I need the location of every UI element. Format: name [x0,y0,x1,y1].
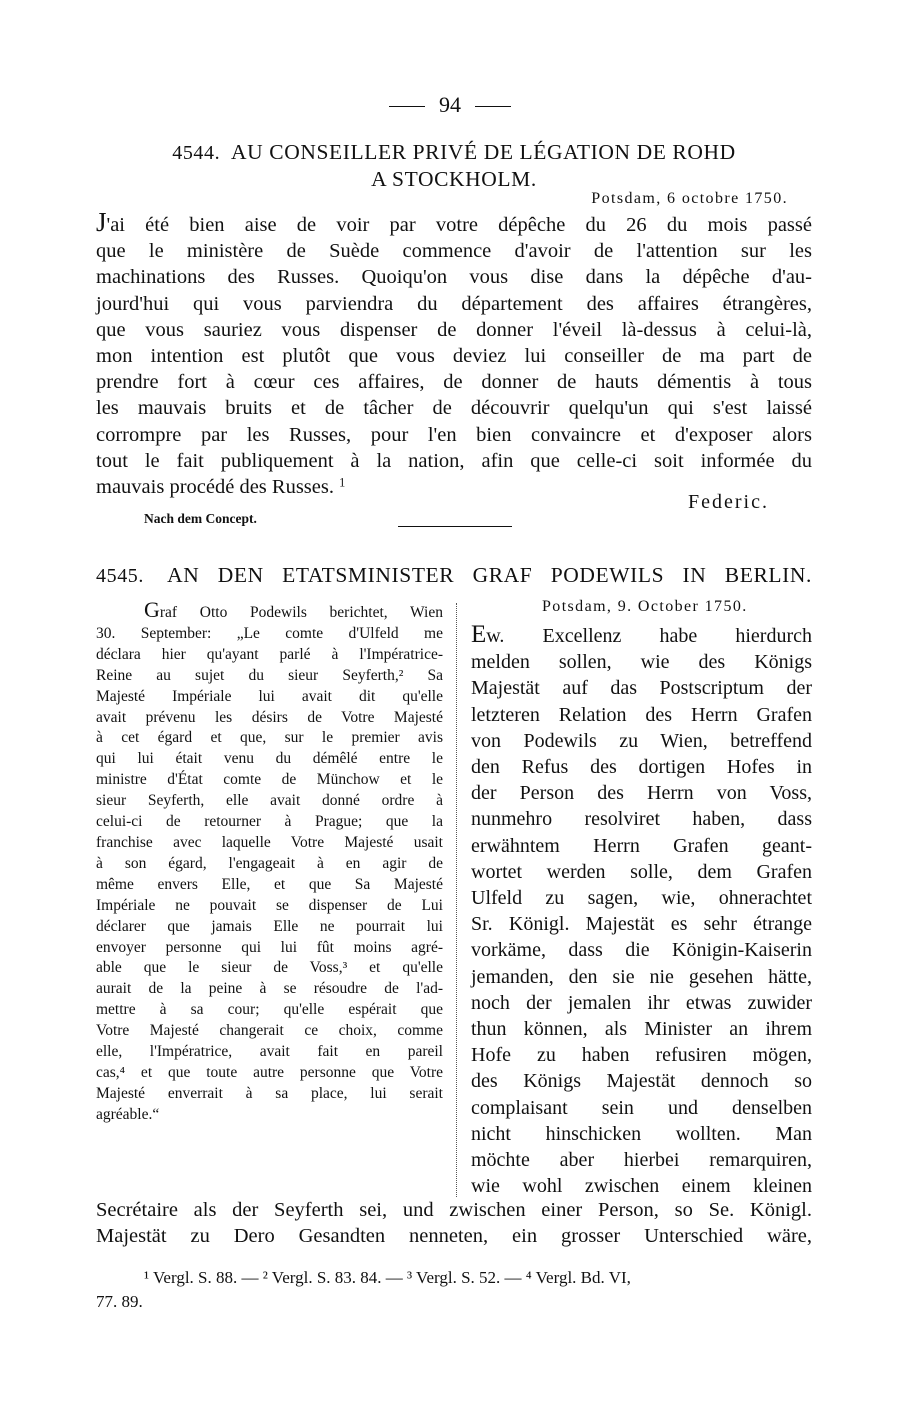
summary-line: aurait de la peine à se résoudre de l'ad- [96,980,443,998]
summary-line: mettre à sa cour; qu'elle espérait que [96,1001,443,1019]
letter-4544-body [96,209,812,500]
body-line: Ulfeld zu sagen, wie, ohnerachtet [471,887,812,910]
summary-line: celui-ci de retourner à Prague; que la [96,813,443,831]
body-line: complaisant sein und denselben [471,1096,812,1119]
column-divider [456,603,457,1197]
summary-line-text: raf Otto Podewils berichtet, Wien [159,604,443,621]
body-line: wortet werden solle, dem Grafen [471,860,812,883]
summary-line [96,597,443,624]
letter-4545-body-continued [96,1197,812,1249]
body-line-text: 'ai été bien aise de voir par votre dépêche du 26 du mois passé [106,214,812,236]
summary-line: déclara hier qu'ayant parlé à l'Impératrice- [96,645,443,663]
body-line: möchte aber hierbei remarquiren, [471,1149,812,1172]
body-line: tout le fait publiquement à la nation, afin que celle-ci soit informée du [96,449,812,472]
summary-line: Reine au sujet du sieur Seyferth,² Sa [96,666,443,684]
body-line: Sr. Königl. Majestät es sehr étrange [471,913,812,936]
summary-line: franchise avec laquelle Votre Majesté usait [96,833,443,851]
body-line: letzteren Relation des Herrn Grafen [471,703,812,726]
letter-title-line2: A STOCKHOLM. [371,167,537,191]
letter-number: 4545. [96,565,144,587]
source-note: Nach dem Concept. [144,511,257,526]
page-number-header [0,92,900,118]
summary-line: avait prévenu les désirs de Votre Majesté [96,708,443,726]
footnotes [96,1266,812,1314]
body-line: den Refus des dortigen Hofes in [471,756,812,779]
body-line: nicht hinschicken wollten. Man [471,1122,812,1145]
summary-line: cas,⁴ et que toute autre personne que Votre [96,1063,443,1081]
body-line: nunmehro resolviret haben, dass [471,808,812,831]
body-line: prendre fort à cœur ces affaires, de donner de hauts démentis à tous [96,371,812,394]
summary-line: Majesté enverrait à sa place, lui serait [96,1084,443,1102]
footnote-line: 77. 89. [96,1292,143,1311]
left-dash [389,106,425,107]
report-summary-column [96,597,443,1126]
summary-line: 30. September: „Le comte d'Ulfeld me [96,624,443,642]
body-line: corrompre par les Russes, pour l'en bien convaincre et d'exposer alors [96,423,812,446]
summary-line: à cet égard et que, sur le premier avis [96,729,443,747]
summary-line: Votre Majesté changerait ce choix, comme [96,1022,443,1040]
summary-line: sieur Seyferth, elle avait donné ordre à [96,792,443,810]
footnote-ref: 1 [339,475,346,490]
letter-4545-body-column [471,622,812,1199]
body-line: vorkäme, dass die Königin-Kaiserin [471,939,812,962]
body-line: der Person des Herrn von Voss, [471,782,812,805]
body-line: Majestät auf das Postscriptum der [471,677,812,700]
drop-cap: E [471,621,487,648]
body-line [471,622,812,649]
body-line: jourd'hui qui vous parviendra du département des affaires étrangères, [96,292,812,315]
letter-4544-heading [96,139,812,192]
body-line: des Königs Majestät dennoch so [471,1070,812,1093]
body-line [96,209,812,238]
body-line: thun können, als Minister an ihrem [471,1018,812,1041]
summary-line: même envers Elle, et que Sa Majesté [96,875,443,893]
summary-line: qui lui était venu du démêlé entre le [96,750,443,768]
page-number: 94 [439,92,461,117]
body-line-text: w. Excellenz habe hierdurch [486,625,812,647]
body-line: les mauvais bruits et de tâcher de découvrir quelqu'un qui s'est laissé [96,397,812,420]
body-line: noch der jemalen ihr etwas zuwider [471,991,812,1014]
summary-line: elle, l'Impératrice, avait fait en pareil [96,1043,443,1061]
letter-number: 4544. [172,142,221,164]
drop-cap: J [96,207,107,237]
body-line-text: mauvais procédé des Russes. [96,476,334,499]
summary-line: Majesté Impériale lui avait dit qu'elle [96,687,443,705]
body-line: Secrétaire als der Seyferth sei, und zwischen einer Person, so Se. Königl. [96,1199,812,1221]
signature: Federic. [688,491,769,513]
summary-line: agréable.“ [96,1105,160,1123]
body-line: melden sollen, wie des Königs [471,651,812,674]
body-line: que le ministère de Suède commence d'avoir de l'attention sur les [96,240,812,263]
drop-cap: G [144,597,160,622]
body-line: erwähntem Herrn Grafen geant- [471,834,812,857]
body-line: machinations des Russes. Quoiqu'on vous dise dans la dépêche d'au- [96,266,812,289]
right-dash [475,106,511,107]
summary-line: Impériale ne pouvait se dispenser de Lui [96,896,443,914]
summary-line: à son égard, l'engageait à en agir de [96,854,443,872]
footnote-line: ¹ Vergl. S. 88. — ² Vergl. S. 83. 84. — ³ Vergl. S. 52. — ⁴ Vergl. Bd. VI, [144,1268,631,1287]
summary-line: envoyer personne qui lui fût moins agré- [96,938,443,956]
summary-line: able que le sieur de Voss,³ et qu'elle [96,959,443,977]
body-line: jemanden, den sie nie gesehen hätte, [471,965,812,988]
body-line: Majestät zu Dero Gesandten nenneten, ein grosser Unterschied wäre, [96,1225,812,1248]
body-line: que vous sauriez vous dispenser de donner l'éveil là-dessus à celui-là, [96,318,812,341]
letter-title: AN DEN ETATSMINISTER GRAF PODEWILS IN BERLIN. [167,563,812,587]
body-line: mon intention est plutôt que vous deviez lui conseiller de ma part de [96,345,812,368]
letter-4544-dateline: Potsdam, 6 octobre 1750. [591,190,788,207]
summary-line: déclarer que jamais Elle ne pourrait lui [96,917,443,935]
letter-title-line1: AU CONSEILLER PRIVÉ DE LÉGATION DE ROHD [231,140,736,164]
body-line: von Podewils zu Wien, betreffend [471,729,812,752]
body-line: Hofe zu haben refusiren mögen, [471,1044,812,1067]
letter-4545-heading [96,562,812,589]
letter-4545-dateline: Potsdam, 9. October 1750. [542,598,748,615]
summary-line: ministre d'État comte de Münchow et le [96,771,443,789]
body-line: wie wohl zwischen einem kleinen [471,1175,812,1198]
section-rule [398,526,512,527]
